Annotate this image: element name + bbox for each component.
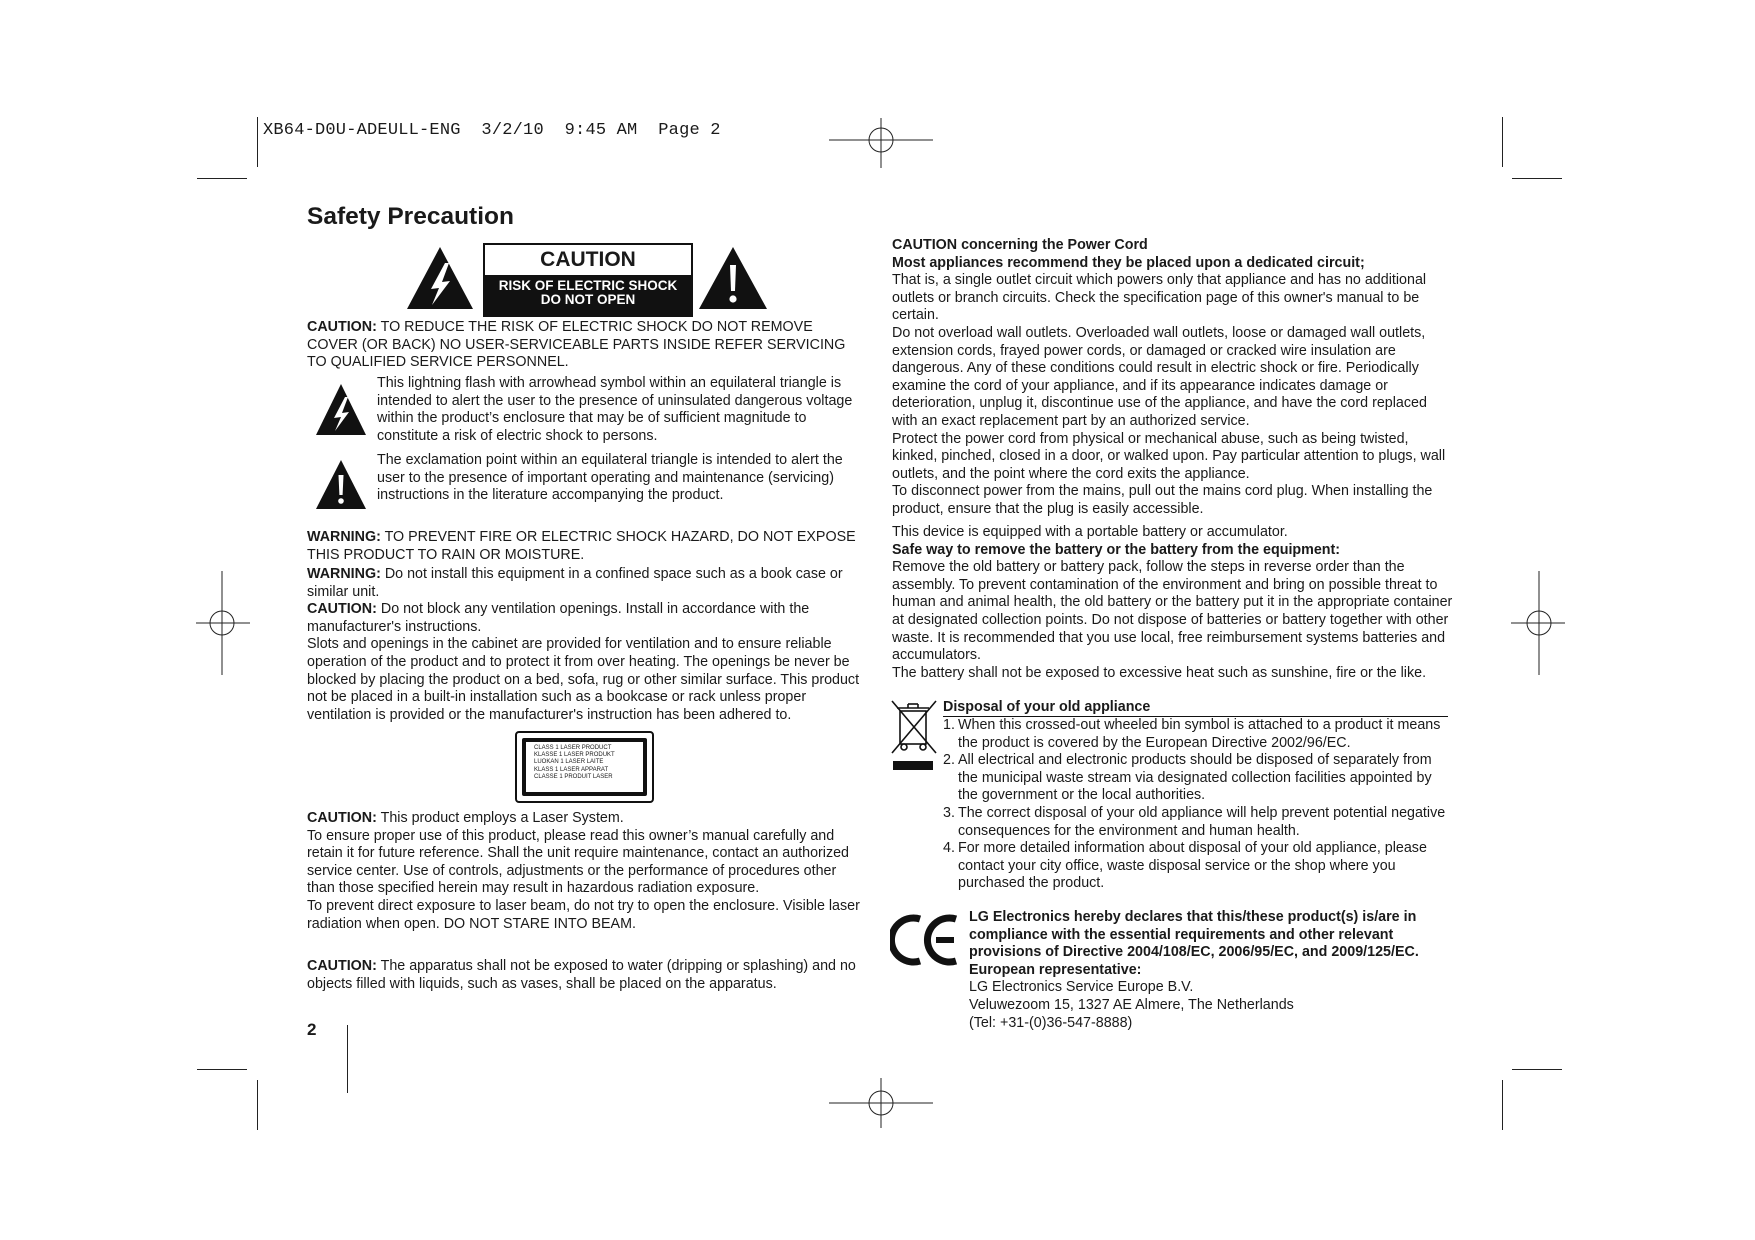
list-item-text: The correct disposal of your old appliance will help prevent potential negative consequences for the environment and human health.	[958, 804, 1446, 839]
crop-mark	[1512, 1069, 1562, 1070]
crop-mark	[257, 1080, 258, 1130]
ce-representative-line: LG Electronics Service Europe B.V.	[969, 979, 1194, 996]
lightning-description: This lightning flash with arrowhead symbol within an equilateral triangle is intended to alert the user to the presence of uninsulated dangerous voltage within the product’s enclosure that may be of sufficient magnitude to constitute a risk of electric shock to persons.	[377, 375, 853, 444]
battery-paragraph: Remove the old battery or battery pack, follow the steps in reverse order than the assembly. To prevent contamination of the environment and bring on possible threat to human and animal health, the old battery or the battery put it in the appropriate container at designated collection points. Do not dispose of batteries or battery together with other waste. It is recommended that you use local, free reimbursement systems batteries and accumulators.	[892, 559, 1453, 664]
laser-section	[307, 810, 862, 933]
exclamation-warning-icon	[315, 459, 367, 511]
list-item-number: 1.	[943, 717, 955, 733]
laser-class-label	[515, 731, 654, 803]
caution-label-text: CAUTION:	[307, 601, 377, 618]
crop-mark	[347, 1025, 348, 1093]
ce-mark-icon	[890, 911, 962, 969]
crop-mark	[1502, 1080, 1503, 1130]
ce-representative-label: European representative:	[969, 961, 1142, 978]
power-cord-paragraph: That is, a single outlet circuit which powers only that appliance and has no additional outlets or branch circuits. Check the specification page of this owner's manual to be certain.	[892, 272, 1427, 324]
power-cord-paragraph: Do not overload wall outlets. Overloaded wall outlets, loose or damaged wall outlets, extension cords, frayed power cords, or damaged or cracked wire insulation are dangerous. Any of these conditions could result in electric shock or fire. Periodically examine the cord of your appliance, and if its appearance indicates damage or deterioration, unplug it, discontinue use of the appliance, and have the cord replaced with an exact replacement part by an authorized service.	[892, 324, 1427, 429]
power-cord-heading: CAUTION concerning the Power Cord	[892, 237, 1148, 253]
list-item	[943, 752, 1453, 805]
laser-label-line: CLASSE 1 PRODUIT LASER	[534, 773, 613, 780]
battery-paragraph: This device is equipped with a portable battery or accumulator.	[892, 524, 1288, 540]
caution-label	[483, 243, 693, 317]
laser-label-line: KLASSE 1 LASER PRODUKT	[534, 752, 615, 759]
laser-label-line: KLASS 1 LASER APPARAT	[534, 766, 609, 773]
page-number: 2	[307, 1020, 317, 1039]
crop-mark	[257, 117, 258, 167]
caution-label-line1: RISK OF ELECTRIC SHOCK	[498, 278, 678, 293]
ce-declaration	[969, 909, 1449, 1032]
power-cord-section	[892, 237, 1454, 519]
ce-representative-line: (Tel: +31-(0)36-547-8888)	[969, 1014, 1133, 1031]
ce-declaration-text: LG Electronics hereby declares that this/these product(s) is/are in compliance with the essential requirements and other relevant provisions of Directive 2004/108/EC, 2006/95/EC, and 2009/125/EC.	[969, 909, 1419, 961]
warning-confined-text: Do not install this equipment in a confined space such as a book case or similar unit.	[307, 566, 843, 600]
list-item-text: For more detailed information about disposal of your old appliance, please contact your city office, waste disposal service or the shop where you purchased the product.	[958, 840, 1427, 892]
laser-label-line: CLASS 1 LASER PRODUCT	[534, 745, 612, 751]
caution-water	[307, 958, 862, 993]
battery-heading: Safe way to remove the battery or the battery from the equipment:	[892, 541, 1341, 558]
caution-label-title: CAUTION	[485, 245, 691, 275]
list-item-text: All electrical and electronic products should be disposed of separately from the municipal waste stream via designated collection facilities appointed by the government or the local authorities.	[958, 752, 1432, 804]
list-item	[943, 717, 1453, 752]
caution-intro	[307, 319, 862, 372]
laser-label-line: LUOKAN 1 LASER LAITE	[534, 759, 604, 766]
lightning-warning-icon	[315, 383, 367, 437]
list-item-text: When this crossed-out wheeled bin symbol is attached to a product it means the product is covered by the European Directive 2002/96/EC.	[958, 717, 1441, 751]
laser-paragraph: To ensure proper use of this product, please read this owner’s manual carefully and retain it for future reference. Shall the unit require maintenance, contact an authorized service center. Use of controls, adjustments or the performance of procedures other than those specified herein may result in hazardous radiation exposure.	[307, 827, 850, 897]
warning-moisture-text: TO PREVENT FIRE OR ELECTRIC SHOCK HAZARD, DO NOT EXPOSE THIS PRODUCT TO RAIN OR MOISTURE.	[307, 529, 856, 563]
registration-mark-right	[1511, 571, 1565, 675]
crop-mark	[197, 178, 247, 179]
warning-confined	[307, 566, 867, 724]
warning-label: WARNING:	[307, 566, 381, 582]
battery-section	[892, 524, 1454, 682]
ventilation-paragraph: Slots and openings in the cabinet are provided for ventilation and to ensure reliable operation of the product and to protect it from over heating. The openings be never be blocked by placing the product on a bed, sofa, rug or other similar surface. This product not be placed in a built-in installation such as a bookcase or rack unless proper ventilation is provided or the manufacturer's instruction has been adhered to.	[307, 636, 860, 723]
caution-label-line2: DO NOT OPEN	[540, 292, 636, 307]
disposal-title: Disposal of your old appliance	[943, 699, 1448, 717]
power-cord-paragraph: Protect the power cord from physical or mechanical abuse, such as being twisted, kinked, pinched, closed in a door, or walked upon. Pay particular attention to plugs, wall outlets, and the point where the cord exits the appliance.	[892, 430, 1446, 482]
list-item-number: 3.	[943, 804, 955, 821]
power-cord-subheading: Most appliances recommend they be placed upon a dedicated circuit;	[892, 254, 1365, 271]
print-slug: XB64-D0U-ADEULL-ENG 3/2/10 9:45 AM Page 2	[263, 121, 721, 140]
battery-paragraph: The battery shall not be exposed to excessive heat such as sunshine, fire or the like.	[892, 664, 1427, 681]
crop-mark	[1502, 117, 1503, 167]
ce-representative-line: Veluwezoom 15, 1327 AE Almere, The Netherlands	[969, 996, 1294, 1013]
caution-water-text: The apparatus shall not be exposed to water (dripping or splashing) and no objects filled with liquids, such as vases, shall be placed on the apparatus.	[307, 958, 856, 992]
disposal-list	[943, 717, 1453, 893]
warning-label: WARNING:	[307, 529, 381, 545]
warning-moisture	[307, 529, 862, 564]
crossed-out-bin-icon	[890, 697, 938, 772]
crop-mark	[1512, 178, 1562, 179]
exclamation-description: The exclamation point within an equilateral triangle is intended to alert the user to the presence of important operating and maintenance (servicing) instructions in the literature accompanying the product.	[377, 452, 843, 504]
registration-mark-top	[829, 118, 933, 168]
caution-label-text: CAUTION:	[307, 958, 377, 974]
caution-laser-text: This product employs a Laser System.	[376, 810, 624, 826]
caution-label-text: CAUTION:	[307, 319, 377, 335]
list-item	[943, 840, 1453, 893]
registration-mark-left	[196, 571, 250, 675]
power-cord-paragraph: To disconnect power from the mains, pull out the mains cord plug. When installing the product, ensure that the plug is easily accessible.	[892, 483, 1433, 517]
list-item	[943, 805, 1453, 840]
laser-paragraph: To prevent direct exposure to laser beam, do not try to open the enclosure. Visible laser radiation when open. DO NOT STARE INTO BEAM.	[307, 897, 860, 932]
lightning-warning-icon	[405, 245, 475, 311]
exclamation-warning-icon	[697, 245, 769, 311]
crop-mark	[197, 1069, 247, 1070]
registration-mark-bottom	[829, 1078, 933, 1128]
caution-intro-text: TO REDUCE THE RISK OF ELECTRIC SHOCK DO NOT REMOVE COVER (OR BACK) NO USER-SERVICEABLE PARTS INSIDE REFER SERVICING TO QUALIFIED SERVICE PERSONNEL.	[307, 319, 846, 371]
page-title: Safety Precaution	[307, 203, 514, 230]
list-item-number: 4.	[943, 840, 955, 857]
caution-ventilation-text: Do not block any ventilation openings. Install in accordance with the manufacturer's instructions.	[307, 601, 810, 635]
caution-label-text: CAUTION:	[307, 810, 377, 826]
list-item-number: 2.	[943, 752, 955, 769]
